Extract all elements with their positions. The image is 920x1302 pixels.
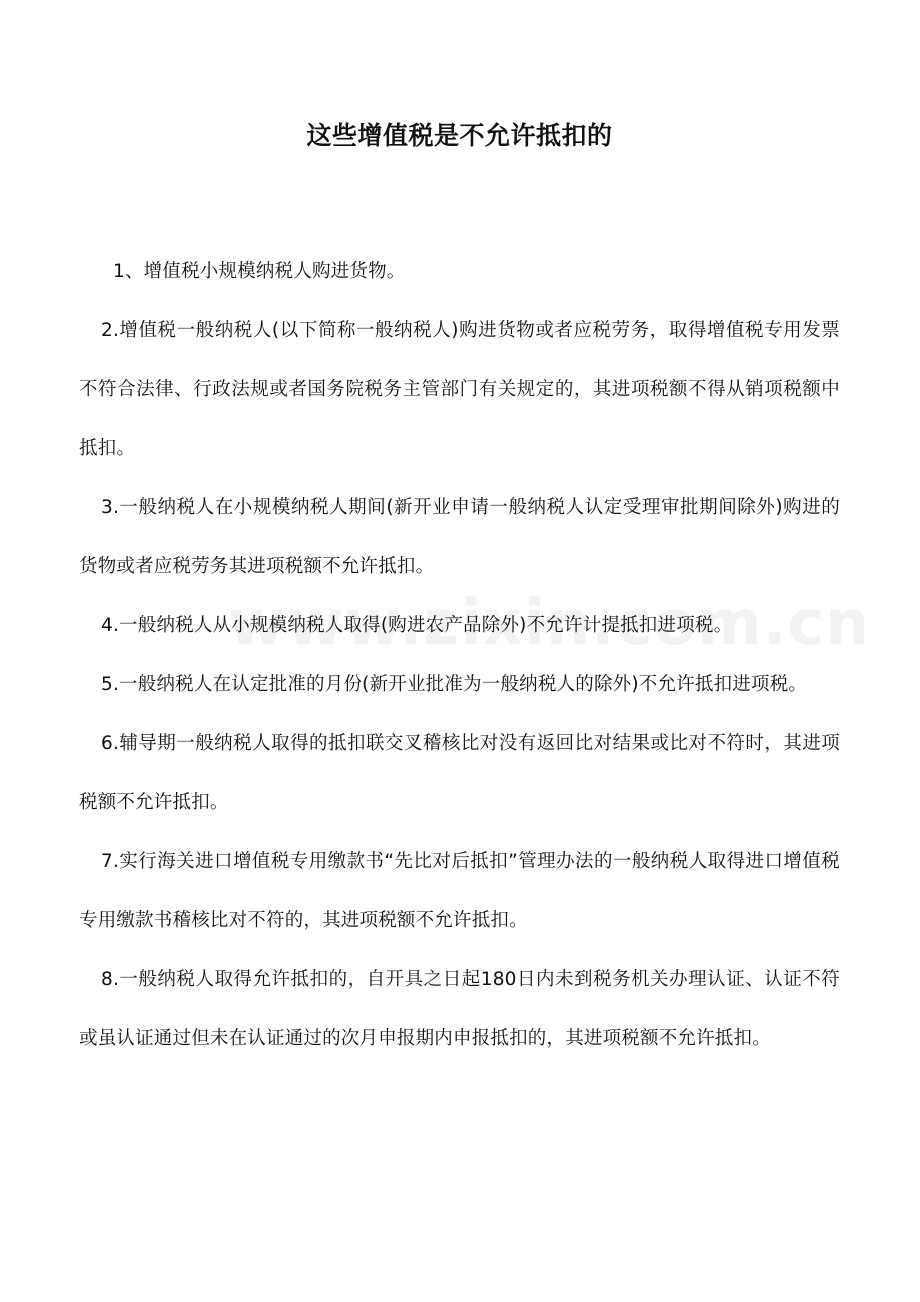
page-title: 这些增值税是不允许抵扣的 [306,121,613,150]
paragraph-3: 3.一般纳税人在小规模纳税人期间(新开业申请一般纳税人认定受理审批期间除外)购进的货物或者应税劳务其进项税额不允许抵扣。 [79,497,840,577]
paragraph-6: 6.辅导期一般纳税人取得的抵扣联交叉稽核比对没有返回比对结果或比对不符时，其进项税额不允许抵扣。 [79,733,840,813]
paragraph-4: 4.一般纳税人从小规模纳税人取得(购进农产品除外)不允许计提抵扣进项税。 [101,615,733,636]
paragraph-8: 8.一般纳税人取得允许抵扣的，自开具之日起180日内未到税务机关办理认证、认证不符或虽认证通过但未在认证通过的次月申报期内申报抵扣的，其进项税额不允许抵扣。 [79,969,840,1049]
paragraph-1: 1、增值税小规模纳税人购进货物。 [113,261,406,282]
document-body [79,242,840,1068]
paragraph-5: 5.一般纳税人在认定批准的月份(新开业批准为一般纳税人的除外)不允许抵扣进项税。 [101,674,808,695]
paragraph-2: 2.增值税一般纳税人(以下简称一般纳税人)购进货物或者应税劳务，取得增值税专用发票不符合法律、行政法规或者国务院税务主管部门有关规定的，其进项税额不得从销项税额中抵扣。 [79,320,840,459]
paragraph-7: 7.实行海关进口增值税专用缴款书“先比对后抵扣”管理办法的一般纳税人取得进口增值税专用缴款书稽核比对不符的，其进项税额不允许抵扣。 [79,851,840,931]
